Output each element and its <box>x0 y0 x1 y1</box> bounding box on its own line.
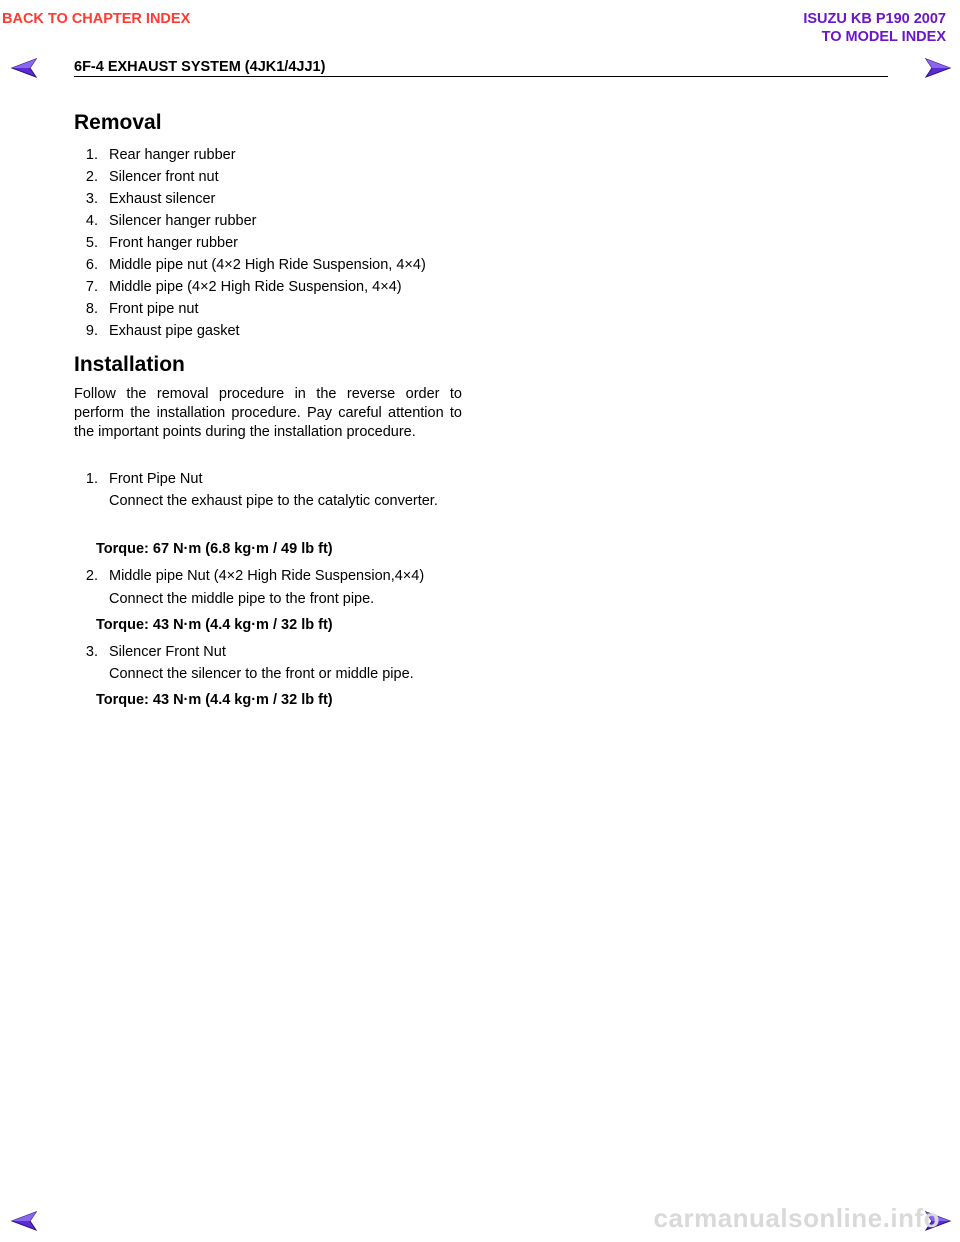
installation-step-1-torque: Torque: 67 N·m (6.8 kg·m / 49 lb ft) <box>96 541 333 557</box>
installation-heading: Installation <box>74 353 185 376</box>
next-page-arrow-icon[interactable] <box>924 57 954 79</box>
installation-step-3-title: 3. Silencer Front Nut <box>85 644 226 660</box>
list-item: 6. Middle pipe nut (4×2 High Ride Suspension, 4×4) <box>85 257 426 273</box>
model-title: ISUZU KB P190 2007 <box>803 11 946 27</box>
list-item: 3. Exhaust silencer <box>85 191 216 207</box>
watermark-text: carmanualsonline.info <box>653 1203 940 1233</box>
list-item: 1. Rear hanger rubber <box>85 147 236 163</box>
removal-heading: Removal <box>74 111 162 134</box>
prev-page-arrow-icon-bottom[interactable] <box>8 1210 38 1232</box>
page-header-title: 6F-4 EXHAUST SYSTEM (4JK1/4JJ1) <box>74 59 326 75</box>
list-item: 5. Front hanger rubber <box>85 235 238 251</box>
removal-list <box>74 144 426 342</box>
list-item: 9. Exhaust pipe gasket <box>85 323 240 339</box>
list-item: 8. Front pipe nut <box>85 301 199 317</box>
installation-step-2-torque: Torque: 43 N·m (4.4 kg·m / 32 lb ft) <box>96 617 333 633</box>
header-divider <box>74 76 888 77</box>
list-item: 4. Silencer hanger rubber <box>85 213 257 229</box>
installation-intro: Follow the removal procedure in the reverse order to perform the installation procedure. Pay careful attention to the important points during the installation procedure. <box>74 386 462 440</box>
installation-step-3-description: Connect the silencer to the front or middle pipe. <box>109 666 414 682</box>
installation-step-2-description: Connect the middle pipe to the front pipe. <box>109 591 375 607</box>
installation-step-1-title: 1. Front Pipe Nut <box>85 471 203 487</box>
list-item: 2. Silencer front nut <box>85 169 219 185</box>
to-model-index-link[interactable]: TO MODEL INDEX <box>821 29 946 45</box>
installation-step-2-title: 2. Middle pipe Nut (4×2 High Ride Suspension,4×4) <box>85 568 425 584</box>
prev-page-arrow-icon[interactable] <box>8 57 38 79</box>
installation-step-3-torque: Torque: 43 N·m (4.4 kg·m / 32 lb ft) <box>96 692 333 708</box>
list-item: 7. Middle pipe (4×2 High Ride Suspension, 4×4) <box>85 279 402 295</box>
installation-step-1-description: Connect the exhaust pipe to the catalytic converter. <box>109 493 438 509</box>
back-to-chapter-index-link[interactable]: BACK TO CHAPTER INDEX <box>2 11 191 27</box>
